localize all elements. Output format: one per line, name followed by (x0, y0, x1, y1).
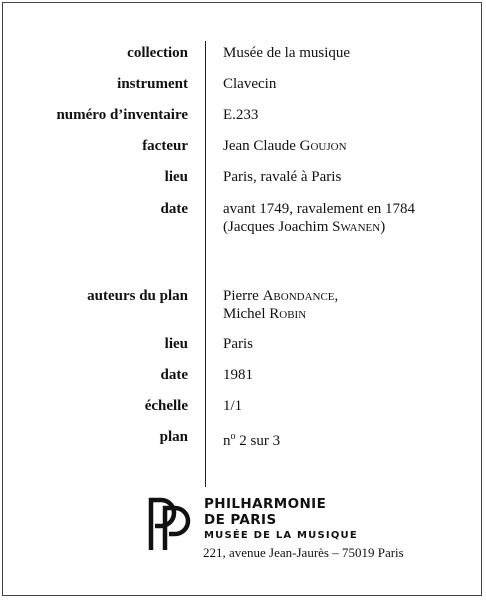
logo-subtitle: MUSÉE DE LA MUSIQUE (204, 530, 358, 541)
logo-address: 221, avenue Jean-Jaurès – 75019 Paris (203, 545, 404, 560)
value-plan-place: Paris (223, 336, 253, 352)
value-plan-authors (223, 287, 338, 323)
label-plan-date: date (160, 367, 188, 383)
date-line-2-post: ) (380, 219, 386, 235)
value-collection: Musée de la musique (223, 45, 351, 61)
value-scale: 1/1 (223, 398, 243, 414)
date-line-1: avant 1749, ravalement en 1784 (223, 201, 416, 217)
label-plan-number: plan (159, 429, 188, 445)
label-date: date (160, 201, 188, 217)
date-line-2-pre: (Jacques Joachim (223, 219, 333, 235)
value-place: Paris, ravalé à Paris (223, 169, 342, 185)
label-scale: échelle (144, 398, 188, 414)
value-date (223, 200, 415, 236)
label-plan-place: lieu (164, 336, 188, 352)
label-collection: collection (127, 45, 188, 61)
label-inventory-number: numéro d’inventaire (56, 107, 188, 123)
value-plan-number (223, 428, 280, 450)
value-instrument: Clavecin (223, 76, 277, 92)
author-1-comma: , (334, 288, 339, 304)
value-maker (223, 137, 347, 155)
author-2-first: Michel (223, 306, 270, 322)
value-plan-date: 1981 (223, 367, 253, 383)
logo-title-line-1: PHILHARMONIE (204, 496, 327, 512)
author-1-surname: Abondance (262, 288, 335, 304)
author-1-first: Pierre (223, 288, 263, 304)
maker-surname: Goujon (299, 138, 347, 154)
date-line-2-name: Swanen (332, 219, 381, 235)
value-inventory-number: E.233 (223, 107, 259, 123)
philharmonie-double-p-icon (147, 496, 195, 552)
label-place: lieu (164, 169, 188, 185)
label-maker: facteur (142, 138, 188, 154)
logo-title-line-2: DE PARIS (204, 512, 277, 528)
plan-number-rest: 2 sur 3 (235, 433, 281, 449)
label-plan-authors: auteurs du plan (87, 288, 188, 304)
author-2-surname: Robin (269, 306, 307, 322)
column-divider (205, 41, 206, 487)
maker-first-name: Jean Claude (223, 138, 300, 154)
plan-number-o: o (230, 431, 236, 442)
label-instrument: instrument (117, 76, 188, 92)
plan-number-n: n (223, 433, 231, 449)
logo-title (204, 496, 326, 528)
